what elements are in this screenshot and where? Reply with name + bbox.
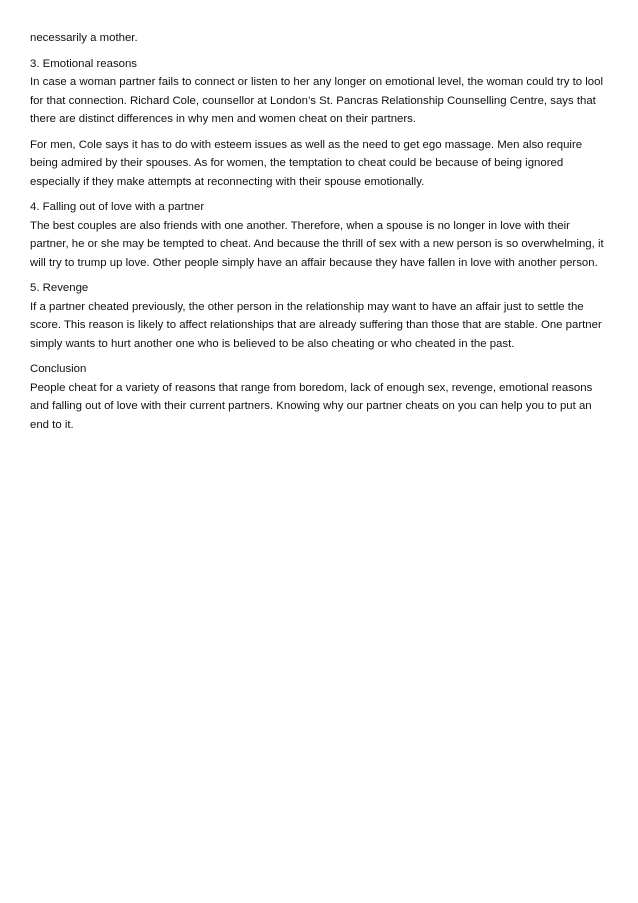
text-line: especially if they make attempts at reconnecting with their spouse emotionally. xyxy=(30,175,425,188)
text-line: The best couples are also friends with one another. Therefore, when a spouse is no longer in love with their xyxy=(30,219,570,232)
emotional-reasons-section xyxy=(30,55,610,129)
revenge-section xyxy=(30,279,610,353)
text-line: partner, he or she may be tempted to cheat. And because the thrill of sex with a new person is so overwhelming, it xyxy=(30,238,604,250)
text-line: necessarily a mother. xyxy=(30,32,138,44)
text-line: For men, Cole says it has to do with esteem issues as well as the need to get ego massage. Men also require xyxy=(30,138,583,151)
continuation-paragraph xyxy=(30,29,610,48)
section-heading: 4. Falling out of love with a partner xyxy=(30,201,205,213)
falling-out-section xyxy=(30,198,610,272)
text-line: being admired by their spouses. As for women, the temptation to cheat could be because of being ignored xyxy=(30,157,564,169)
conclusion-section xyxy=(30,360,610,434)
section-heading: 3. Emotional reasons xyxy=(30,57,138,70)
document-page xyxy=(30,29,610,441)
text-line: score. This reason is likely to affect relationships that are already suffering than those that are stable. One partner xyxy=(30,319,602,331)
text-line: end to it. xyxy=(30,418,74,431)
text-line: there are distinct differences in why men and women cheat on their partners. xyxy=(30,113,417,125)
men-women-paragraph xyxy=(30,136,610,192)
text-line: simply wants to hurt another one who is believed to be also cheating or who cheated in the past. xyxy=(30,337,515,350)
text-line: People cheat for a variety of reasons that range from boredom, lack of enough sex, revenge, emotional reasons xyxy=(30,381,593,394)
text-line: If a partner cheated previously, the other person in the relationship may want to have an affair just to settle the xyxy=(30,300,584,313)
text-line: and falling out of love with their current partners. Knowing why our partner cheats on you can help you to put an xyxy=(30,400,592,412)
text-line: for that connection. Richard Cole, counsellor at London’s St. Pancras Relationship Counselling Centre, says that xyxy=(30,94,596,107)
section-heading: Conclusion xyxy=(30,363,87,375)
text-line: In case a woman partner fails to connect or listen to her any longer on emotional level, the woman could try to lool xyxy=(30,76,604,88)
section-heading: 5. Revenge xyxy=(30,282,89,294)
text-line: will try to trump up love. Other people simply have an affair because they have fallen in love with another person. xyxy=(30,256,598,269)
